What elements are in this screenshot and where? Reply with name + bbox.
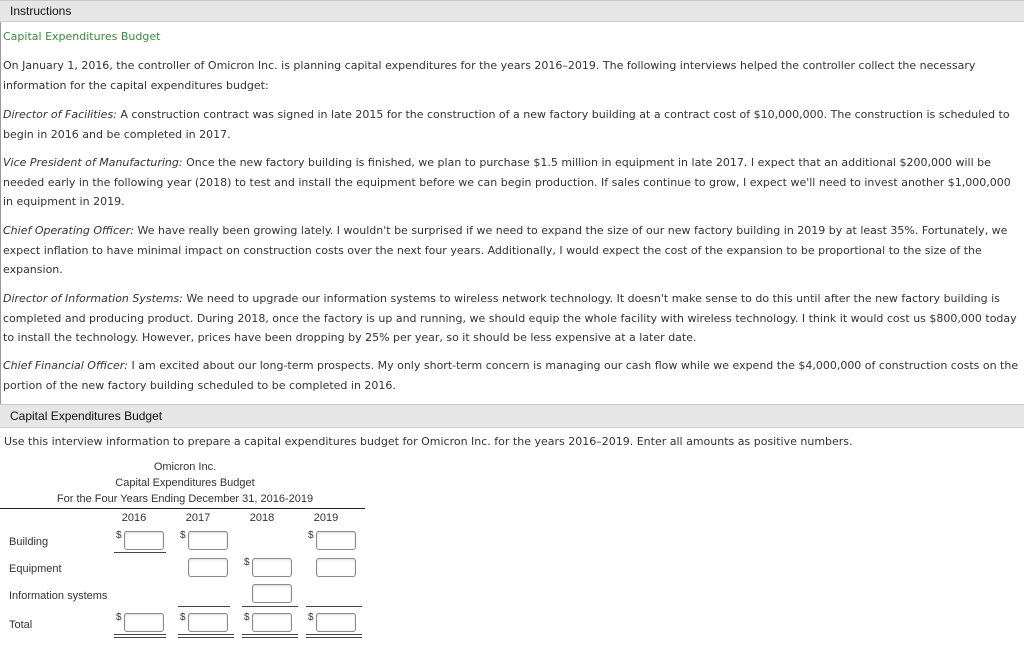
input-total-2016[interactable]	[124, 613, 164, 632]
interview-coo-text: We have really been growing lately. I wouldn't be surprised if we need to expand the size of our new factory building in 2019 by at least 35%. Fortunately, we expect inflation to have minimal impact on construction costs over the next four years. Additionally, I would expect the cost of the expansion to be proportional to the size of the expansion.	[3, 224, 1008, 276]
double-underline	[114, 634, 166, 635]
budget-tab[interactable]	[0, 404, 1024, 428]
currency-symbol: $	[244, 557, 250, 568]
input-building-2016[interactable]	[124, 531, 164, 550]
double-underline	[242, 634, 298, 635]
input-total-2018[interactable]	[252, 613, 292, 632]
year-2018-header: 2018	[249, 512, 275, 524]
interview-facilities-text: A construction contract was signed in late 2015 for the construction of a new factory building at a contract cost of $10,000,000. The construction is scheduled to begin in 2016 and be completed in 2017.	[3, 108, 1010, 141]
currency-symbol: $	[116, 530, 122, 541]
row-label-information-systems: Information systems	[9, 590, 108, 602]
year-2017-header: 2017	[185, 512, 211, 524]
interview-cfo	[3, 356, 1023, 395]
company-name: Omicron Inc.	[153, 461, 217, 473]
double-underline	[242, 637, 298, 638]
speaker-coo: Chief Operating Officer:	[3, 224, 135, 237]
row-label-building: Building	[9, 536, 49, 548]
double-underline	[178, 637, 234, 638]
interview-manufacturing-text: Once the new factory building is finished, we plan to purchase $1.5 million in equipment in late 2017. I expect that an additional $200,000 will be needed early in the following year (2018) to test and install the equipment before we can begin production. If sales continue to grow, I expect we'll need to invest another $1,000,000 in equipment in 2019.	[3, 156, 1011, 208]
interview-information-systems	[3, 289, 1023, 348]
currency-symbol: $	[244, 612, 250, 623]
input-information-systems-2018[interactable]	[252, 584, 292, 603]
instructions-tab-label: Instructions	[10, 4, 72, 18]
sheet-title: Capital Expenditures Budget	[115, 477, 255, 489]
input-total-2017[interactable]	[188, 613, 228, 632]
input-equipment-2018[interactable]	[252, 558, 292, 577]
underline	[306, 606, 362, 607]
budget-tab-label: Capital Expenditures Budget	[10, 409, 163, 423]
interview-coo	[3, 221, 1023, 280]
section-subtitle: Capital Expenditures Budget	[3, 30, 161, 43]
underline	[114, 552, 166, 553]
row-label-equipment: Equipment	[9, 563, 62, 575]
currency-symbol: $	[308, 612, 314, 623]
interview-manufacturing	[3, 153, 1023, 212]
speaker-facilities: Director of Facilities:	[3, 108, 117, 121]
input-equipment-2019[interactable]	[316, 558, 356, 577]
double-underline	[114, 637, 166, 638]
double-underline	[178, 634, 234, 635]
year-2019-header: 2019	[313, 512, 339, 524]
instructions-panel	[0, 22, 1024, 404]
double-underline	[306, 637, 362, 638]
currency-symbol: $	[116, 612, 122, 623]
intro-text: On January 1, 2016, the controller of Omicron Inc. is planning capital expenditures for the years 2016–2019. The following interviews helped the controller collect the necessary information for the capital expenditures budget:	[3, 59, 976, 92]
speaker-cfo: Chief Financial Officer:	[3, 359, 129, 372]
interview-information-systems-text: We need to upgrade our information systems to wireless network technology. It doesn't make sense to do this until after the new factory building is completed and producing product. During 2018, once the factory is up and running, we should equip the whole facility with wireless technology. I think it would cost us $800,000 today to install the technology. However, prices have been dropping by 25% per year, so it should be less expensive at a later date.	[3, 292, 1017, 344]
sheet-period: For the Four Years Ending December 31, 2016-2019	[56, 493, 314, 505]
intro-paragraph	[3, 56, 1023, 95]
instructions-tab[interactable]	[0, 0, 1024, 22]
currency-symbol: $	[180, 530, 186, 541]
input-total-2019[interactable]	[316, 613, 356, 632]
currency-symbol: $	[180, 612, 186, 623]
underline	[178, 606, 230, 607]
input-equipment-2017[interactable]	[188, 558, 228, 577]
underline	[242, 606, 298, 607]
header-rule	[0, 508, 365, 509]
interview-cfo-text: I am excited about our long-term prospects. My only short-term concern is managing our cash flow while we expend the $4,000,000 of construction costs on the portion of the new factory building scheduled to be completed in 2016.	[3, 359, 1019, 392]
interview-facilities	[3, 105, 1023, 144]
currency-symbol: $	[308, 530, 314, 541]
input-building-2019[interactable]	[316, 531, 356, 550]
double-underline	[306, 634, 362, 635]
speaker-manufacturing: Vice President of Manufacturing:	[3, 156, 183, 169]
speaker-information-systems: Director of Information Systems:	[3, 292, 183, 305]
input-building-2017[interactable]	[188, 531, 228, 550]
row-label-total: Total	[9, 619, 33, 631]
budget-instruction: Use this interview information to prepare a capital expenditures budget for Omicron Inc. for the years 2016–2019. Enter all amounts as positive numbers.	[4, 435, 853, 448]
year-2016-header: 2016	[121, 512, 147, 524]
